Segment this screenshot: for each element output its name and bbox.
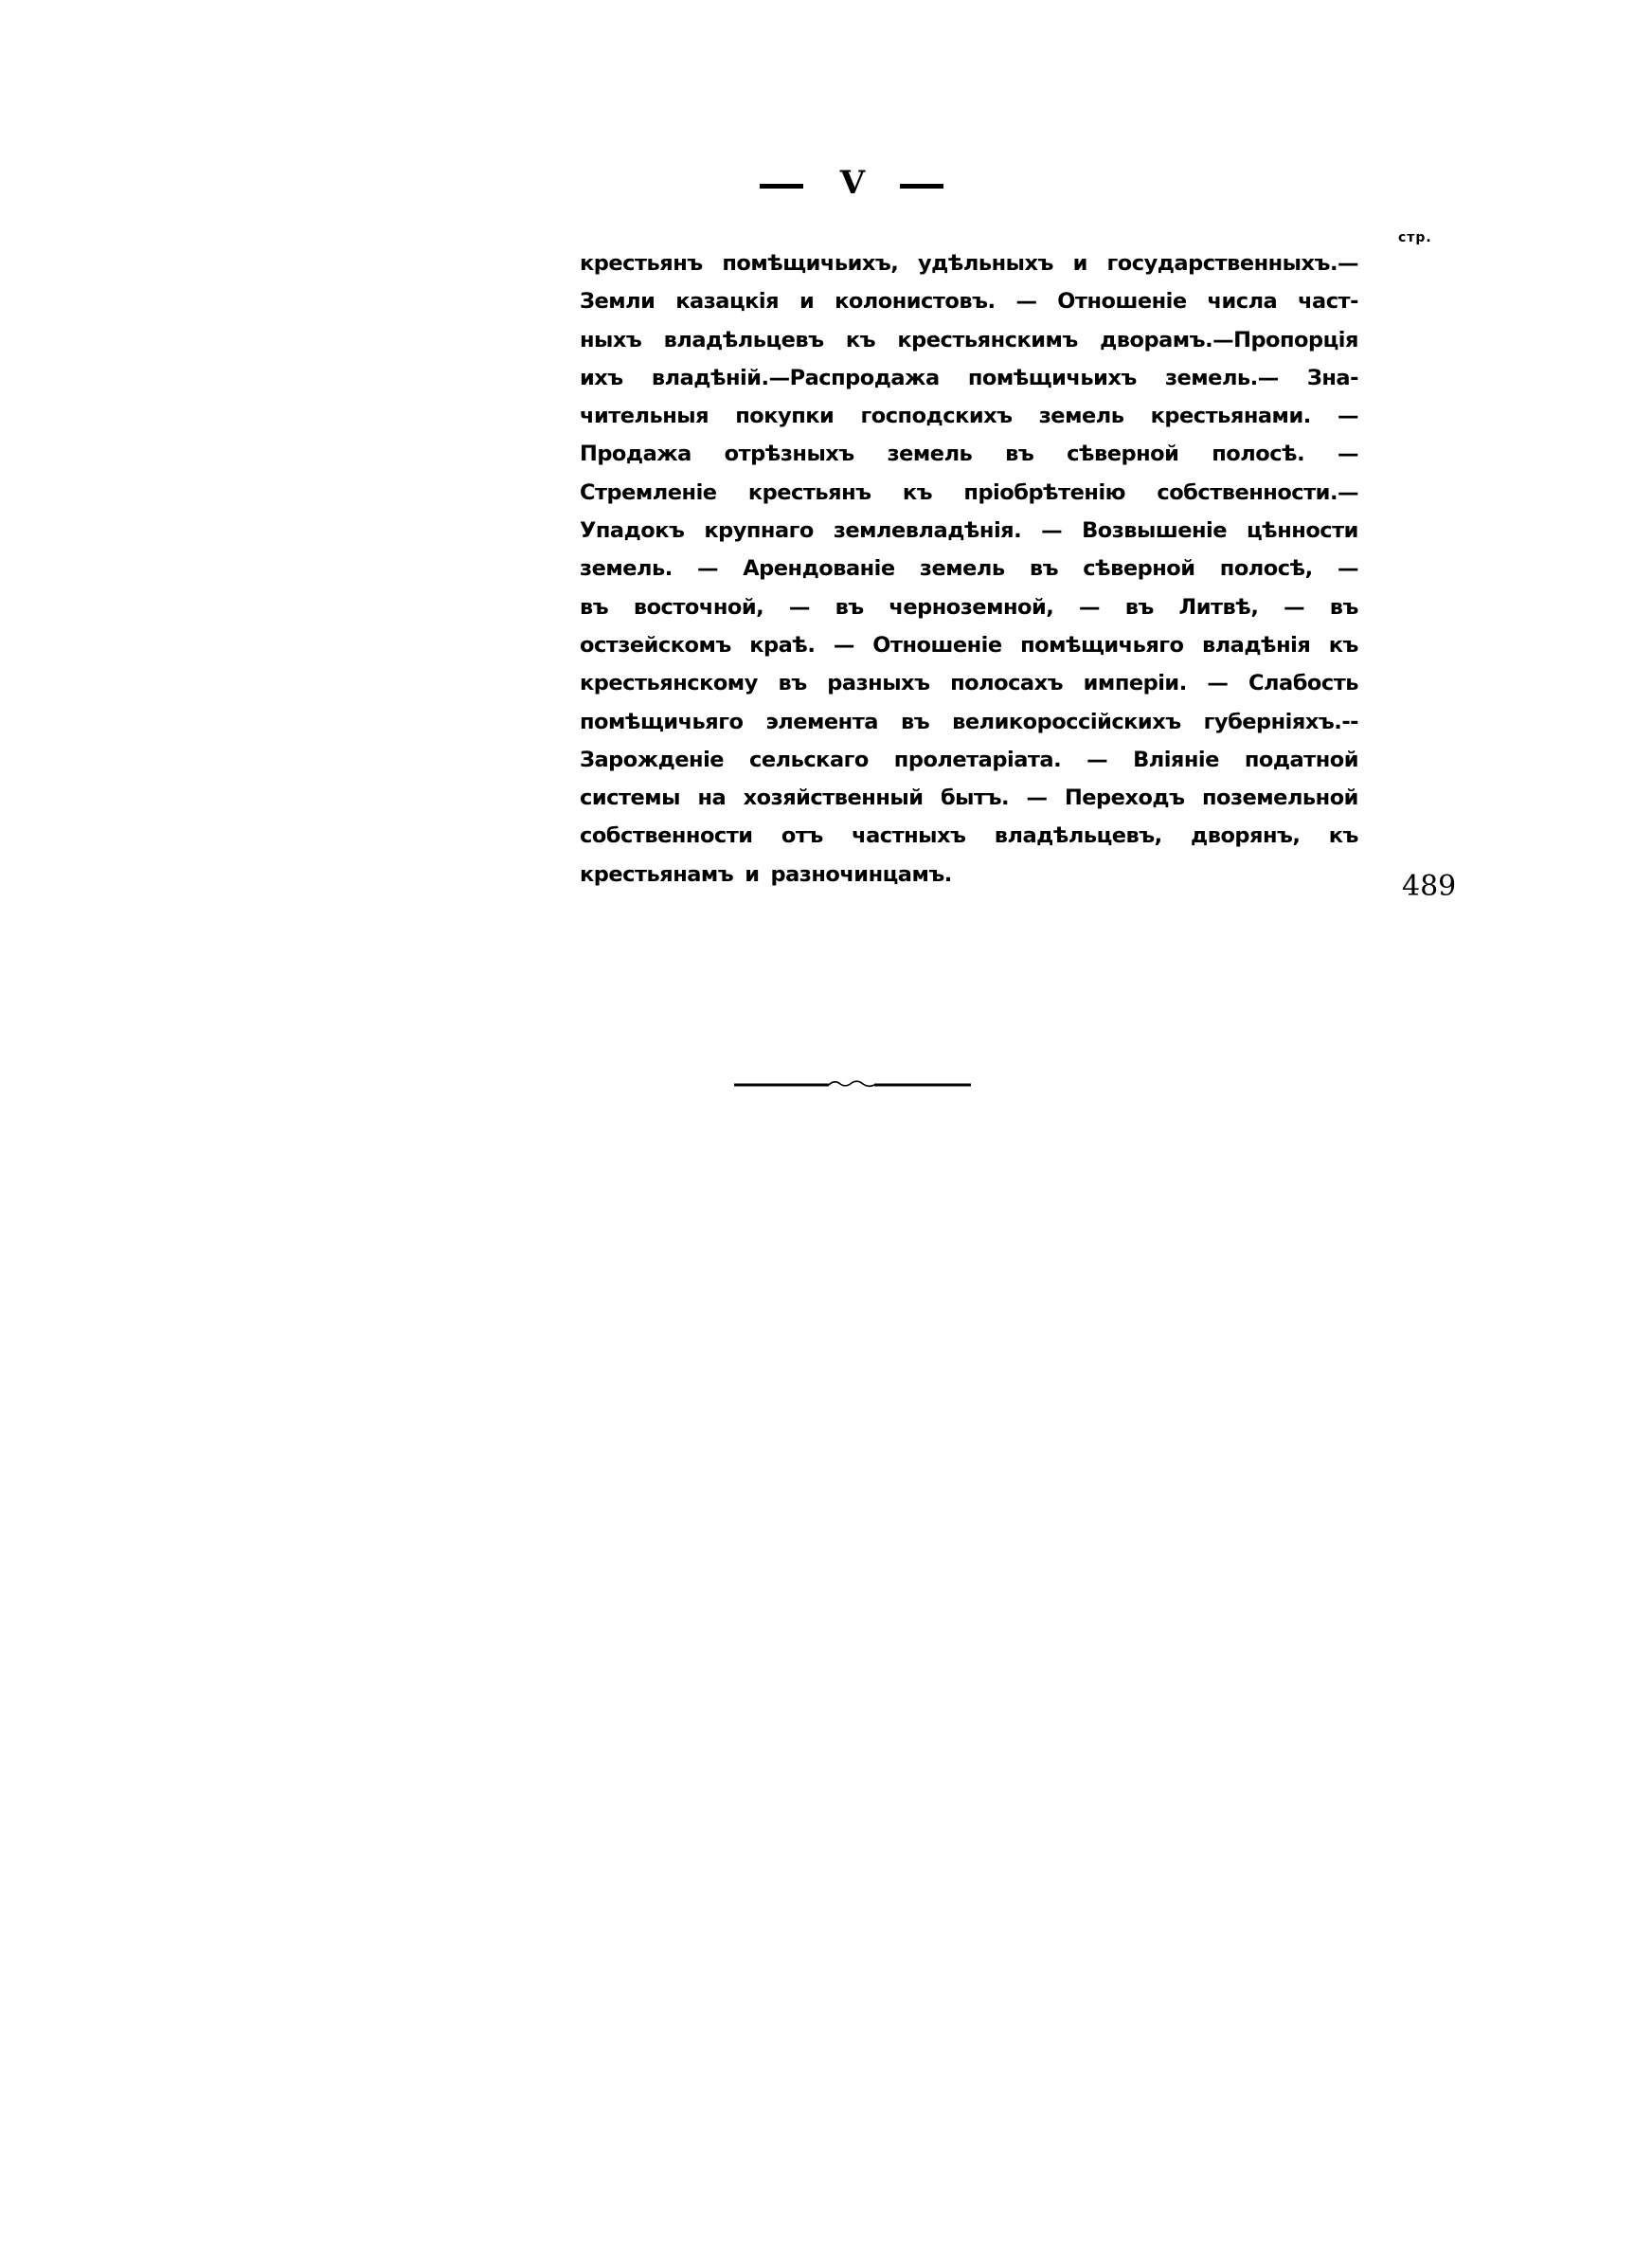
toc-word: къ (1328, 823, 1358, 849)
toc-line (580, 321, 1358, 359)
toc-word: и (799, 289, 815, 315)
toc-word: владѣльцевъ (663, 327, 824, 352)
toc-word: полосѣ, (1219, 556, 1313, 582)
toc-word: въ (1124, 594, 1154, 620)
toc-word: краѣ. (749, 632, 816, 658)
toc-line (580, 397, 1358, 435)
toc-line (580, 550, 1358, 587)
toc-word: Переходъ (1064, 785, 1185, 811)
toc-page-number: 489 (1402, 870, 1457, 903)
toc-word: въ (580, 594, 609, 620)
toc-word: цѣнности (1247, 518, 1358, 544)
toc-word: помѣщичьихъ (967, 365, 1137, 390)
toc-word: — (1337, 442, 1358, 467)
toc-line (580, 474, 1358, 512)
toc-word: крестьянамъ (580, 861, 734, 887)
toc-word: имперіи. (1083, 671, 1187, 696)
toc-word: податной (1244, 747, 1358, 772)
toc-line (580, 359, 1358, 397)
toc-line (580, 588, 1358, 626)
toc-word: бытъ. (940, 785, 1010, 811)
toc-word: губерніяхъ.-- (1203, 709, 1358, 734)
toc-word: и (745, 861, 760, 887)
toc-word: Отношеніе (872, 632, 1002, 658)
toc-entry-text (580, 244, 1358, 894)
toc-word: элемента (765, 709, 878, 734)
toc-word: покупки (735, 404, 835, 429)
toc-word: ихъ (580, 365, 623, 390)
toc-word: земель (1038, 404, 1124, 429)
toc-word: Зарожденіе (580, 747, 725, 772)
toc-line (580, 626, 1358, 664)
toc-word: поземельной (1201, 785, 1358, 811)
toc-word: Стремленіе (580, 479, 717, 505)
toc-word: — (833, 632, 854, 658)
toc-word: отрѣзныхъ (724, 442, 854, 467)
page-column-label: стр. (1398, 230, 1432, 245)
toc-word: черноземной, (889, 594, 1054, 620)
toc-word: чительныя (580, 404, 709, 429)
toc-line (580, 664, 1358, 702)
toc-word: Земли (580, 289, 655, 315)
toc-line (580, 244, 1358, 282)
toc-line (580, 703, 1358, 741)
toc-word: — (1086, 747, 1108, 772)
header-dash-left (760, 184, 803, 189)
toc-word: разныхъ (827, 671, 930, 696)
toc-word: — (1015, 289, 1037, 315)
toc-word: въ (1005, 442, 1034, 467)
toc-word: крестьянскимъ (897, 327, 1078, 352)
toc-word: сельскаго (749, 747, 869, 772)
toc-word: на (697, 785, 727, 811)
toc-line (580, 779, 1358, 817)
toc-word: крестьянами. (1150, 404, 1311, 429)
toc-word: земель. (580, 556, 673, 582)
toc-word: полосѣ. (1212, 442, 1305, 467)
toc-word: пролетаріата. (893, 747, 1062, 772)
toc-word: разночинцамъ. (770, 861, 952, 887)
toc-word: — (1337, 556, 1358, 582)
toc-word: дворамъ.—Пропорція (1100, 327, 1358, 352)
toc-word: къ (1328, 632, 1358, 658)
toc-word: помѣщичьяго (580, 709, 744, 734)
toc-line (580, 435, 1358, 473)
toc-word: пріобрѣтенію (963, 479, 1126, 505)
toc-word: къ (845, 327, 876, 352)
header-dash-right (900, 184, 943, 189)
toc-word: — (1078, 594, 1100, 620)
toc-line (580, 856, 1358, 894)
toc-word: — (788, 594, 810, 620)
toc-word: сѣверной (1067, 442, 1179, 467)
toc-word: — (1026, 785, 1048, 811)
toc-word: земель (887, 442, 973, 467)
toc-word: въ (1029, 556, 1059, 582)
toc-word: въ (900, 709, 930, 734)
page-header (739, 159, 966, 207)
toc-word: въ (835, 594, 864, 620)
toc-word: къ (902, 479, 933, 505)
toc-word: част- (1298, 289, 1358, 315)
toc-word: хозяйственный (743, 785, 924, 811)
toc-word: отъ (781, 823, 823, 849)
toc-word: крестьянъ (580, 251, 703, 276)
toc-word: крупнаго (704, 518, 814, 544)
toc-word: крестьянскому (580, 671, 758, 696)
toc-word: владѣній.—Распродажа (651, 365, 940, 390)
toc-word: собственности (580, 823, 753, 849)
page-numeral: V (839, 164, 866, 202)
toc-word: — (1207, 671, 1229, 696)
toc-word: земель (919, 556, 1005, 582)
toc-word: собственности.— (1157, 479, 1358, 505)
toc-word: системы (580, 785, 680, 811)
toc-word: дворянъ, (1191, 823, 1301, 849)
toc-word: Отношеніе (1057, 289, 1187, 315)
toc-word: Слабость (1248, 671, 1358, 696)
toc-word: частныхъ (852, 823, 966, 849)
toc-word: великороссійскихъ (952, 709, 1181, 734)
toc-word: — (1337, 404, 1358, 429)
toc-word: помѣщичьихъ, (722, 251, 899, 276)
toc-word: крестьянъ (747, 479, 871, 505)
toc-word: землевладѣнія. (833, 518, 1022, 544)
toc-line (580, 512, 1358, 550)
toc-word: казацкія (675, 289, 780, 315)
closing-ornament (734, 1076, 971, 1090)
toc-line (580, 817, 1358, 855)
toc-word: числа (1207, 289, 1278, 315)
toc-word: Вліяніе (1133, 747, 1219, 772)
toc-line (580, 282, 1358, 320)
toc-word: Литвѣ, (1178, 594, 1259, 620)
toc-line (580, 741, 1358, 779)
toc-word: — (1284, 594, 1305, 620)
toc-word: въ (778, 671, 807, 696)
toc-word: ныхъ (580, 327, 642, 352)
toc-word: помѣщичьяго (1020, 632, 1184, 658)
toc-word: полосахъ (950, 671, 1064, 696)
toc-word: восточной, (633, 594, 764, 620)
toc-word: въ (1329, 594, 1358, 620)
toc-word: — (1041, 518, 1063, 544)
toc-word: государственныхъ.— (1106, 251, 1358, 276)
toc-word: Зна- (1306, 365, 1358, 390)
toc-word: Возвышеніе (1082, 518, 1228, 544)
toc-word: и (1072, 251, 1087, 276)
toc-word: удѣльныхъ (918, 251, 1053, 276)
toc-word: Продажа (580, 442, 691, 467)
toc-word: владѣльцевъ, (994, 823, 1162, 849)
toc-word: — (697, 556, 718, 582)
toc-word: земель.— (1164, 365, 1279, 390)
toc-word: колонистовъ. (835, 289, 996, 315)
toc-word: господскихъ (860, 404, 1013, 429)
toc-word: Упадокъ (580, 518, 685, 544)
toc-word: остзейскомъ (580, 632, 731, 658)
toc-word: владѣнія (1201, 632, 1311, 658)
toc-word: сѣверной (1083, 556, 1195, 582)
toc-word: Арендованіе (743, 556, 895, 582)
